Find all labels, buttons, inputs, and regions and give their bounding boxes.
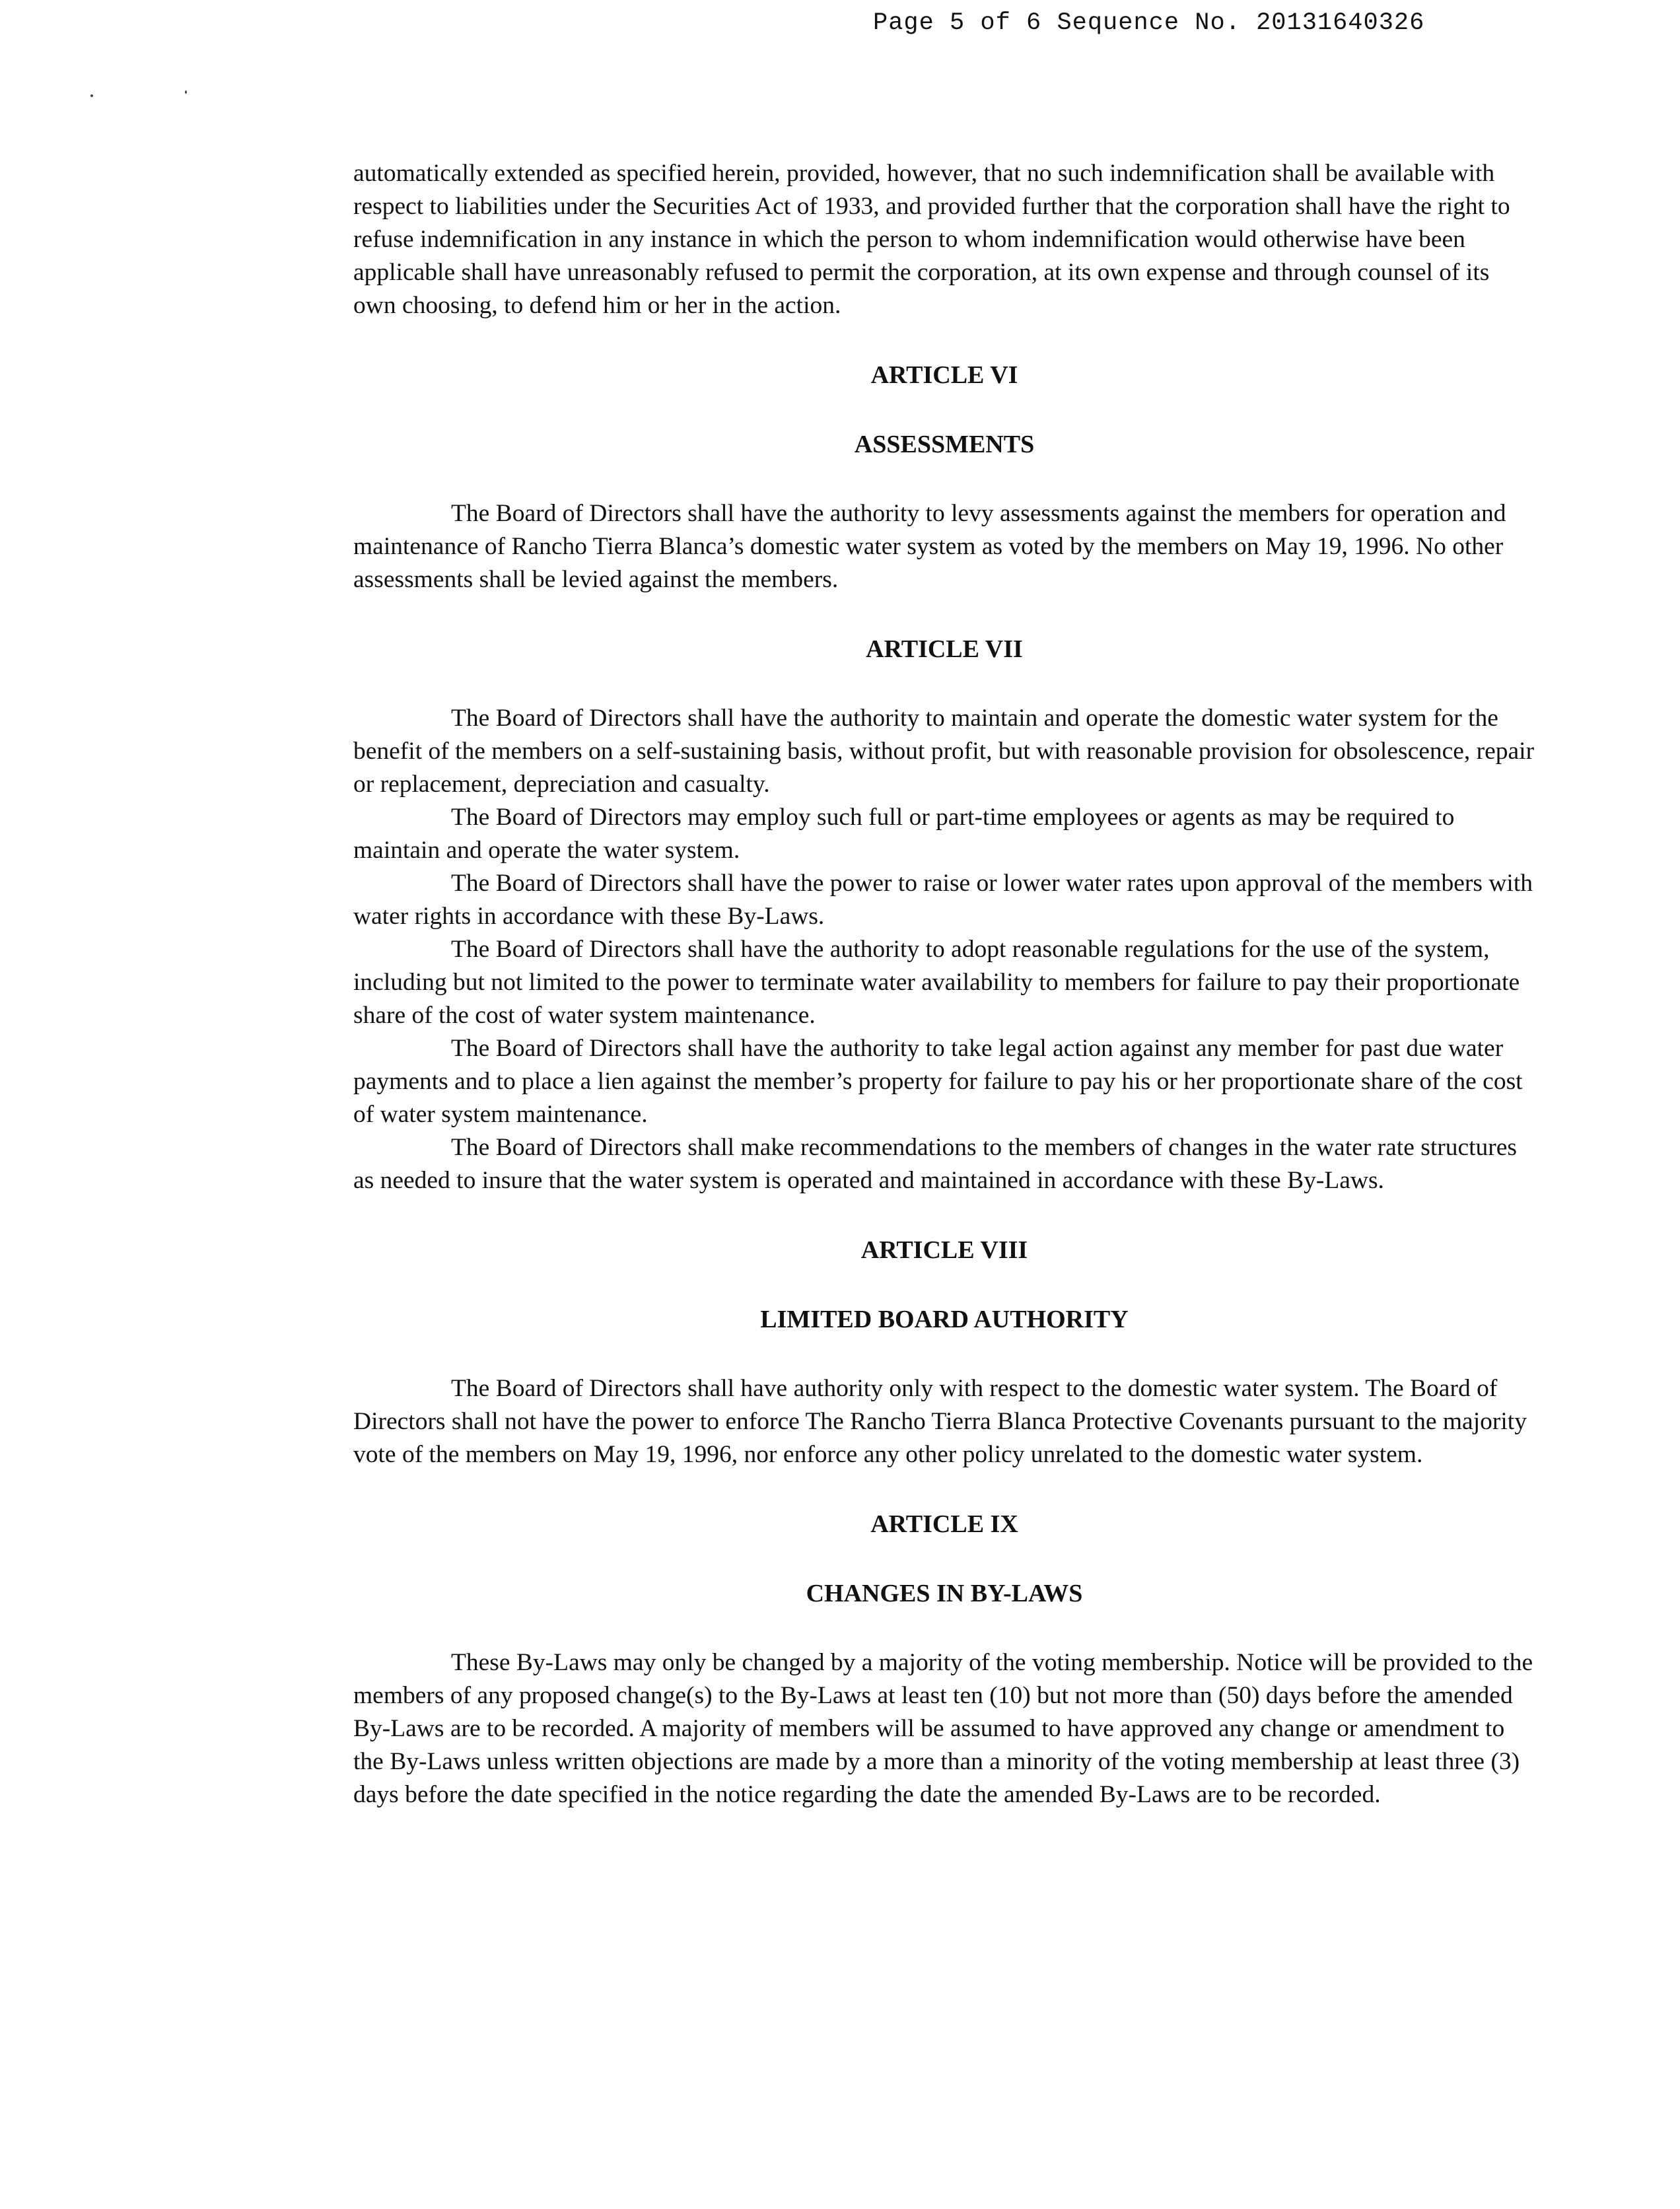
article-vii-paragraph: The Board of Directors shall have the authority to adopt reasonable regulations for the use of the system, including but not limited to the power to terminate water availability to members for failure to pay their proportionate share of the cost of water system maintenance.	[353, 936, 1520, 1029]
article-vii-paragraph: The Board of Directors shall have the power to raise or lower water rates upon approval of the members with water rights in accordance with these By-Laws.	[353, 870, 1533, 930]
article-vi-paragraph: The Board of Directors shall have the authority to levy assessments against the members for operation and maintenance of Rancho Tierra Blanca’s domestic water system as voted by the members on May 19, 1996. No other assessments shall be levied against the members.	[353, 500, 1506, 593]
article-vii-paragraph: The Board of Directors shall have the authority to maintain and operate the domestic water system for the benefit of the members on a self-sustaining basis, without profit, but with reasonable provision for obsolescence, repair or replacement, depreciation and casualty.	[353, 705, 1535, 798]
article-viii-subheading: LIMITED BOARD AUTHORITY	[760, 1306, 1129, 1333]
scan-speck	[90, 94, 93, 97]
article-vi-heading: ARTICLE VI	[870, 361, 1018, 389]
page-sequence-header: Page 5 of 6 Sequence No. 20131640326	[873, 9, 1425, 37]
document-body	[353, 157, 1535, 1811]
intro-paragraph: automatically extended as specified herein, provided, however, that no such indemnification shall be available with respect to liabilities under the Securities Act of 1933, and provided further that the corporation shall have the right to refuse indemnification in any instance in which the person to whom indemnification would otherwise have been applicable shall have unreasonably refused to permit the corporation, at its own expense and through counsel of its own choosing, to defend him or her in the action.	[353, 160, 1510, 319]
article-ix-subheading: CHANGES IN BY-LAWS	[806, 1580, 1083, 1607]
article-viii-paragraph: The Board of Directors shall have authority only with respect to the domestic water system. The Board of Directors shall not have the power to enforce The Rancho Tierra Blanca Protective Covenants pursuant to the majority vote of the members on May 19, 1996, nor enforce any other policy unrelated to the domestic water system.	[353, 1375, 1527, 1468]
article-viii-heading: ARTICLE VIII	[860, 1236, 1028, 1264]
article-ix-heading: ARTICLE IX	[870, 1510, 1018, 1538]
article-ix-paragraph: These By-Laws may only be changed by a majority of the voting membership. Notice will be provided to the members of any proposed change(s) to the By-Laws at least ten (10) but not more than (50) days before the amended By-Laws are to be recorded. A majority of members will be assumed to have approved any change or amendment to the By-Laws unless written objections are made by a more than a minority of the voting membership at least three (3) days before the date specified in the notice regarding the date the amended By-Laws are to be recorded.	[353, 1649, 1533, 1808]
article-vii-heading: ARTICLE VII	[866, 635, 1023, 663]
article-vii-paragraph: The Board of Directors shall have the authority to take legal action against any member for past due water payments and to place a lien against the member’s property for failure to pay his or her proportionate share of the cost of water system maintenance.	[353, 1035, 1523, 1128]
article-vii-paragraph: The Board of Directors may employ such full or part-time employees or agents as may be required to maintain and operate the water system.	[353, 804, 1455, 864]
article-vii-paragraph: The Board of Directors shall make recommendations to the members of changes in the water rate structures as needed to insure that the water system is operated and maintained in accordance with these By-Laws.	[353, 1134, 1518, 1194]
article-vi-subheading: ASSESSMENTS	[854, 431, 1035, 458]
scan-speck	[185, 90, 187, 94]
